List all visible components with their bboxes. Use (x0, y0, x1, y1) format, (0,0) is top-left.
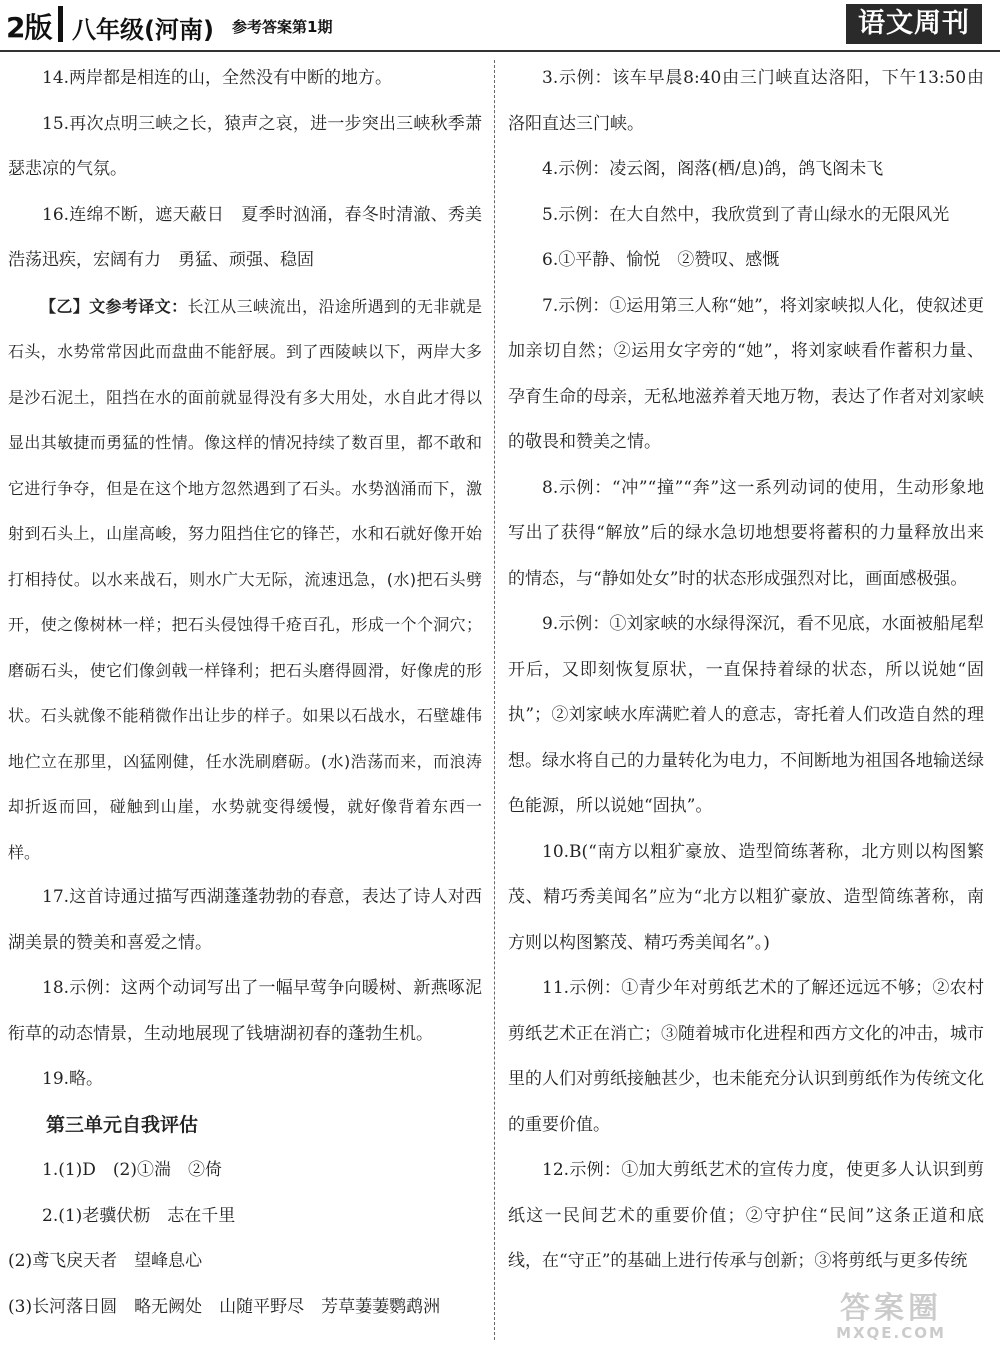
answer-19: 19.略。 (42, 1069, 104, 1089)
section-item-1: 1.(1)D (2)①湍 ②倚 (42, 1160, 223, 1180)
answer-8: 8.示例：“冲”“撞”“奔”这一系列动词的使用，生动形象地写出了获得“解放”后的绿水急切地想要将蓄积的力量释放出来的情态，与“静如处女”时的状态形成强烈对比，画面感极强。 (508, 477, 984, 589)
section-item-2-1: 2.(1)老骥伏枥 志在千里 (42, 1205, 236, 1226)
answer-7: 7.示例：①运用第三人称“她”，将刘家峡拟人化，使叙述更加亲切自然；②运用女字旁的“她”，将刘家峡看作蓄积力量、孕育生命的母亲，无私地滋养着天地万物，表达了作者对刘家峡的敬畏和赞美之情。 (508, 295, 984, 452)
watermark-sub-text: MXQE.COM (836, 1324, 946, 1342)
answer-11: 11.示例：①青少年对剪纸艺术的了解还远远不够；②农村剪纸艺术正在消亡；③随着城市化进程和西方文化的冲击，城市里的人们对剪纸接触甚少，也未能充分认识到剪纸作为传统文化的重要价值。 (508, 978, 984, 1135)
translation-text: 长江从三峡流出，沿途所遇到的无非就是石头，水势常常因此而盘曲不能舒展。到了西陵峡以下，两岸大多是沙石泥土，阻挡在水的面前就显得没有多大用处，水自此才得以显出其敏捷而勇猛的性情。像这样的情况持续了数百里，都不敢和它进行争夺，但是在这个地方忽然遇到了石头。水势汹涌而下，激射到石头上，山崖高峻，努力阻挡住它的锋芒，水和石就好像开始打相持仗。以水来战石，则水广大无际，流速迅急，(水)把石头劈开，使之像树林一样；把石头侵蚀得千疮百孔，形成一个个洞穴；磨砺石头，使它们像剑戟一样锋利；把石头磨得圆滑，好像虎的形状。石头就像不能稍微作出让步的样子。如果以石战水，石壁雄伟地伫立在那里，凶猛刚健，任水洗刷磨砺。(水)浩荡而来，而浪涛却折返而回，碰触到山崖，水势就变得缓慢，就好像背着东西一样。 (8, 296, 482, 862)
answer-14: 14.两岸都是相连的山，全然没有中断的地方。 (42, 68, 393, 88)
answer-16: 16.连绵不断，遮天蔽日 夏季时汹涌，春冬时清澈、秀美 浩荡迅疾，宏阔有力 勇猛、顽强、稳固 (8, 204, 499, 270)
watermark-logo (796, 1291, 986, 1344)
answer-9: 9.示例：①刘家峡的水绿得深沉，看不见底，水面被船尾犁开后，又即刻恢复原状，一直保持着绿的状态，所以说她“固执”；②刘家峡水库满贮着人的意志，寄托着人们改造自然的理想。绿水将自己的力量转化为电力，不间断地为祖国各地输送绿色能源，所以说她“固执”。 (508, 614, 984, 816)
section-item-2-3: (3)长河落日圆 略无阙处 山随平野尽 芳草萋萋鹦鹉洲 (8, 1296, 441, 1317)
section-item-2-2: (2)鸢飞戾天者 望峰息心 (8, 1251, 203, 1271)
section-title: 第三单元自我评估 (46, 1113, 199, 1136)
answer-18: 18.示例：这两个动词写出了一幅早莺争向暖树、新燕啄泥衔草的动态情景，生动地展现了钱塘湖初春的蓬勃生机。 (8, 978, 482, 1044)
edition-divider-bar (58, 6, 63, 42)
answer-15: 15.再次点明三峡之长，猿声之哀，进一步突出三峡秋季萧瑟悲凉的气氛。 (8, 113, 482, 179)
column-divider (494, 60, 495, 1340)
translation-label: 【乙】文参考译文： (40, 296, 188, 316)
answer-6: 6.①平静、愉悦 ②赞叹、感慨 (542, 250, 780, 270)
edition-number: 2版 (6, 11, 52, 44)
answer-12: 12.示例：①加大剪纸艺术的宣传力度，使更多人认识到剪纸这一民间艺术的重要价值；②守护住“民间”这条正道和底线，在“守正”的基础上进行传承与创新；③将剪纸与更多传统 (508, 1160, 984, 1271)
answer-3: 3.示例：该车早晨8:40由三门峡直达洛阳，下午13:50由洛阳直达三门峡。 (508, 68, 984, 134)
answer-5: 5.示例：在大自然中，我欣赏到了青山绿水的无限风光 (542, 204, 950, 225)
right-column (508, 56, 984, 1285)
answer-17: 17.这首诗通过描写西湖蓬蓬勃勃的春意，表达了诗人对西湖美景的赞美和喜爱之情。 (8, 887, 482, 953)
answer-10: 10.B(“南方以粗犷豪放、造型简练著称，北方则以构图繁茂、精巧秀美闻名”应为“北方以粗犷豪放、造型简练著称，南方则以构图繁茂、精巧秀美闻名”。) (508, 841, 984, 953)
page-header (0, 0, 1000, 52)
masthead-logo: 语文周刊 (846, 4, 982, 44)
translation-block (8, 284, 482, 876)
answer-4: 4.示例：凌云阁，阁落(栖/息)鸽，鸽飞阁未飞 (542, 159, 884, 179)
grade-label: 八年级(河南) (72, 16, 214, 44)
left-column (8, 56, 499, 1330)
watermark-main-text: 答案圈 (840, 1291, 942, 1326)
issue-subtitle: 参考答案第1期 (232, 18, 333, 36)
